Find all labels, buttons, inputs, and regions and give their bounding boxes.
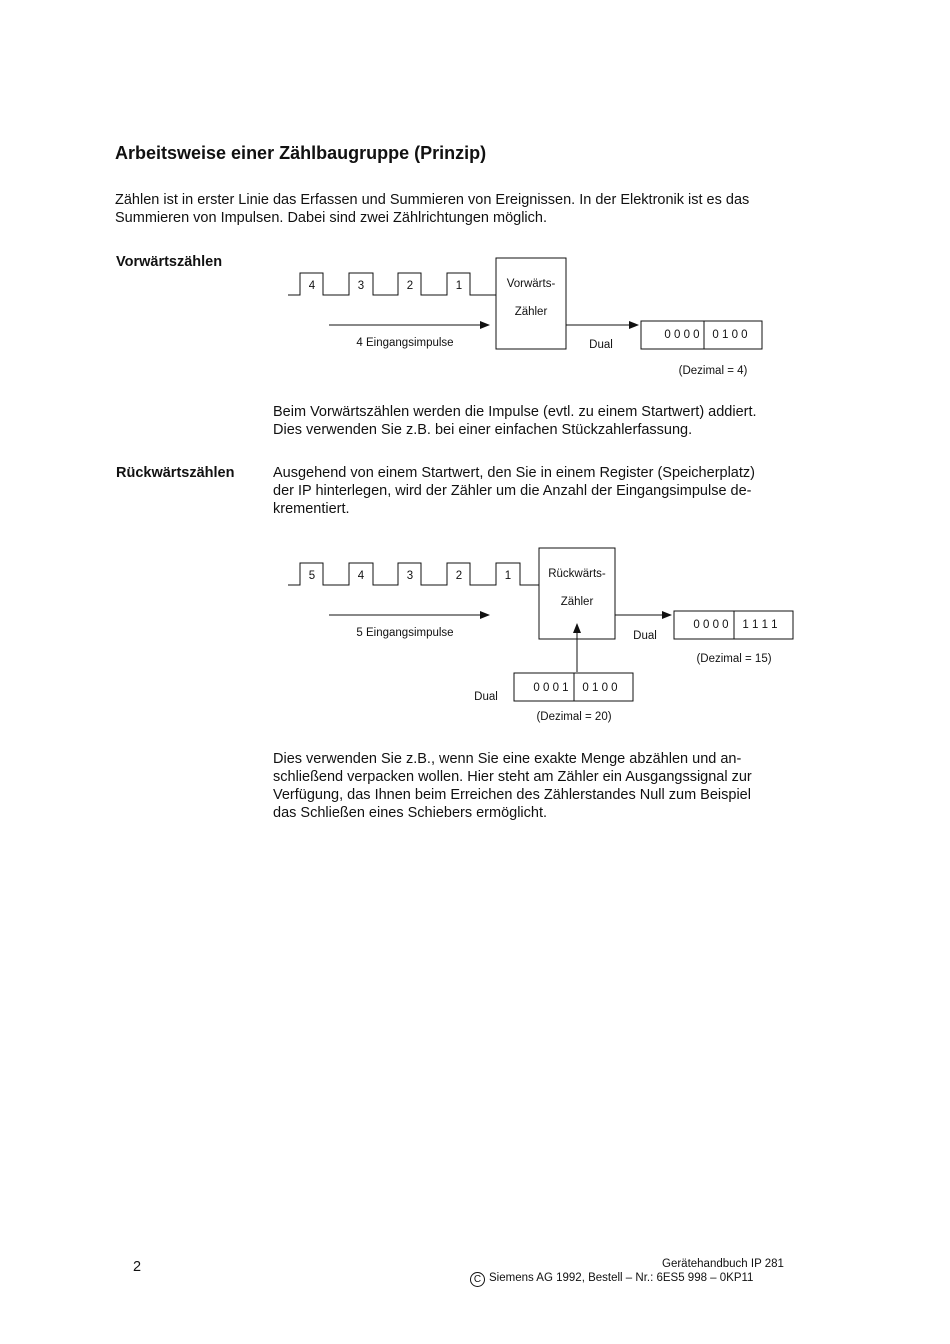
section-label-down: Rückwärtszählen <box>116 465 235 481</box>
down-pulse-train <box>288 563 539 585</box>
up-dual-label: Dual <box>589 339 613 351</box>
text-line: Dies verwenden Sie z.B. bei einer einfachen Stückzahlerfassung. <box>273 422 693 438</box>
page-heading: Arbeitsweise einer Zählbaugruppe (Prinzip) <box>115 143 487 163</box>
up-pulse-label: 4 <box>308 280 316 292</box>
up-input-label: 4 Eingangsimpulse <box>356 337 454 349</box>
down-output-high: 0 0 0 0 <box>693 619 729 631</box>
copyright-icon: C <box>470 1272 485 1287</box>
manual-title: Gerätehandbuch IP 281 <box>662 1258 784 1270</box>
up-pulse-train <box>288 273 496 295</box>
down-counter-title-2: Zähler <box>560 596 594 608</box>
up-register-high: 0 0 0 0 <box>664 329 700 341</box>
down-dual-in-label: Dual <box>474 691 498 703</box>
down-counter-title-1: Rückwärts- <box>548 568 606 580</box>
copyright-text: Siemens AG 1992, Bestell – Nr.: 6ES5 998 – 0KP11 <box>489 1272 754 1284</box>
up-counter-title-1: Vorwärts- <box>506 278 556 290</box>
intro-paragraph: Zählen ist in erster Linie das Erfassen und Summieren von Ereignissen. In der Elektronik ist es das Summieren von Impulsen. Dabei sind zwei Zählrichtungen möglich. <box>115 192 750 226</box>
down-input-label: 5 Eingangsimpulse <box>356 627 454 639</box>
down-output-low: 1 1 1 1 <box>742 619 778 631</box>
section-label-up: Vorwärtszählen <box>116 254 223 270</box>
up-pulse-label: 2 <box>406 280 414 292</box>
copyright-line <box>470 1272 753 1287</box>
text-line: schließend verpacken wollen. Hier steht am Zähler ein Ausgangssignal zur <box>273 769 752 785</box>
up-counter-diagram <box>288 258 762 377</box>
up-description <box>273 403 798 439</box>
text-line: der IP hinterlegen, wird der Zähler um die Anzahl der Eingangsimpulse de- <box>273 483 752 499</box>
text-line: Dies verwenden Sie z.B., wenn Sie eine exakte Menge abzählen und an- <box>273 751 742 767</box>
up-pulse-label: 3 <box>357 280 365 292</box>
text-line: Ausgehend von einem Startwert, den Sie in einem Register (Speicherplatz) <box>273 465 755 481</box>
down-dual-out-label: Dual <box>633 630 657 642</box>
down-pulse-label: 1 <box>504 570 512 582</box>
text-line: krementiert. <box>273 501 350 517</box>
up-pulse-label: 1 <box>455 280 463 292</box>
down-pulse-label: 5 <box>308 570 316 582</box>
up-counter-title-2: Zähler <box>514 306 548 318</box>
down-start-low: 0 1 0 0 <box>582 682 618 694</box>
down-output-decimal: (Dezimal = 15) <box>696 653 772 665</box>
down-start-decimal: (Dezimal = 20) <box>536 711 612 723</box>
down-start-high: 0 0 0 1 <box>533 682 569 694</box>
text-line: Verfügung, das Ihnen beim Erreichen des Zählerstandes Null zum Beispiel <box>273 787 751 803</box>
down-pulse-label: 3 <box>406 570 414 582</box>
text-line: Beim Vorwärtszählen werden die Impulse (evtl. zu einem Startwert) addiert. <box>273 404 757 420</box>
text-line: das Schließen eines Schiebers ermöglicht. <box>273 805 548 821</box>
down-description <box>273 464 798 518</box>
down-counter-diagram <box>288 548 793 723</box>
closing-paragraph <box>273 750 798 822</box>
page-number: 2 <box>133 1259 142 1275</box>
up-counter-box <box>496 258 566 349</box>
down-pulse-label: 4 <box>357 570 365 582</box>
down-pulse-label: 2 <box>455 570 463 582</box>
up-decimal-label: (Dezimal = 4) <box>678 365 748 377</box>
up-register-low: 0 1 0 0 <box>712 329 748 341</box>
